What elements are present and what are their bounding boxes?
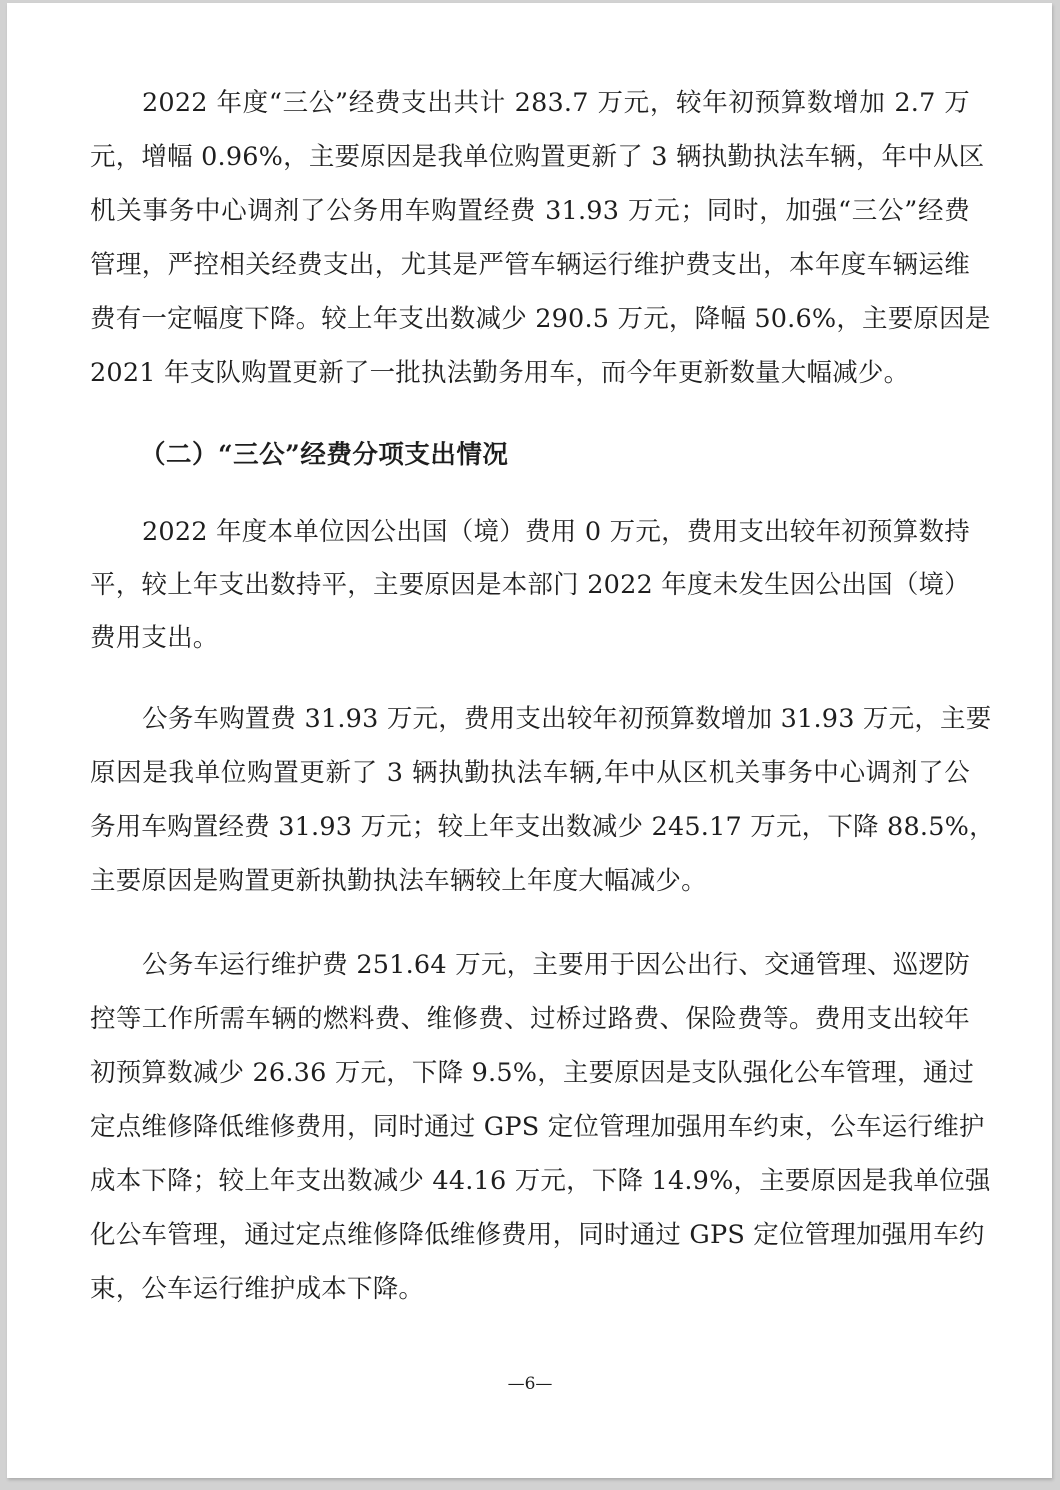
paragraph-line: 初预算数减少 26.36 万元，下降 9.5%，主要原因是支队强化公车管理，通过: [90, 1058, 975, 1088]
paragraph-total-expenditure: [90, 76, 991, 400]
paragraph-line: 2022 年度本单位因公出国（境）费用 0 万元，费用支出较年初预算数持: [142, 517, 970, 547]
paragraph-line: 原因是我单位购置更新了 3 辆执勤执法车辆,年中从区机关事务中心调剂了公: [90, 758, 970, 788]
paragraph-line: 机关事务中心调剂了公务用车购置经费 31.93 万元；同时，加强“三公”经费: [90, 196, 970, 226]
paragraph-line: 费用支出。: [90, 623, 219, 653]
paragraph-line: 2021 年支队购置更新了一批执法勤务用车，而今年更新数量大幅减少。: [90, 358, 910, 388]
paragraph-overseas-travel: [90, 506, 970, 665]
paragraph-line: 化公车管理，通过定点维修降低维修费用，同时通过 GPS 定位管理加强用车约: [90, 1220, 985, 1250]
paragraph-line: 平，较上年支出数持平，主要原因是本部门 2022 年度未发生因公出国（境）: [90, 570, 970, 600]
paragraph-line: 费有一定幅度下降。较上年支出数减少 290.5 万元，降幅 50.6%，主要原因是: [90, 304, 991, 334]
paragraph-vehicle-purchase: [90, 692, 995, 908]
paragraph-line: 务用车购置经费 31.93 万元；较上年支出数减少 245.17 万元，下降 88.5%，: [90, 812, 995, 842]
paragraph-line: 公务车运行维护费 251.64 万元，主要用于因公出行、交通管理、巡逻防: [142, 950, 970, 980]
paragraph-line: 主要原因是购置更新执勤执法车辆较上年度大幅减少。: [90, 866, 707, 896]
section-heading: （二）“三公”经费分项支出情况: [140, 440, 509, 470]
paragraph-line: 束，公车运行维护成本下降。: [90, 1274, 425, 1304]
paragraph-line: 元，增幅 0.96%，主要原因是我单位购置更新了 3 辆执勤执法车辆，年中从区: [90, 142, 985, 172]
paragraph-line: 成本下降；较上年支出数减少 44.16 万元，下降 14.9%，主要原因是我单位强: [90, 1166, 991, 1196]
paragraph-line: 管理，严控相关经费支出，尤其是严管车辆运行维护费支出，本年度车辆运维: [90, 250, 970, 280]
paragraph-line: 控等工作所需车辆的燃料费、维修费、过桥过路费、保险费等。费用支出较年: [90, 1004, 970, 1034]
paragraph-line: 2022 年度“三公”经费支出共计 283.7 万元，较年初预算数增加 2.7 万: [142, 88, 970, 118]
paragraph-vehicle-maintenance: [90, 938, 991, 1316]
page-number: —6—: [507, 1374, 553, 1394]
paragraph-line: 定点维修降低维修费用，同时通过 GPS 定位管理加强用车约束，公车运行维护: [90, 1112, 985, 1142]
paragraph-line: 公务车购置费 31.93 万元，费用支出较年初预算数增加 31.93 万元，主要: [142, 704, 992, 734]
